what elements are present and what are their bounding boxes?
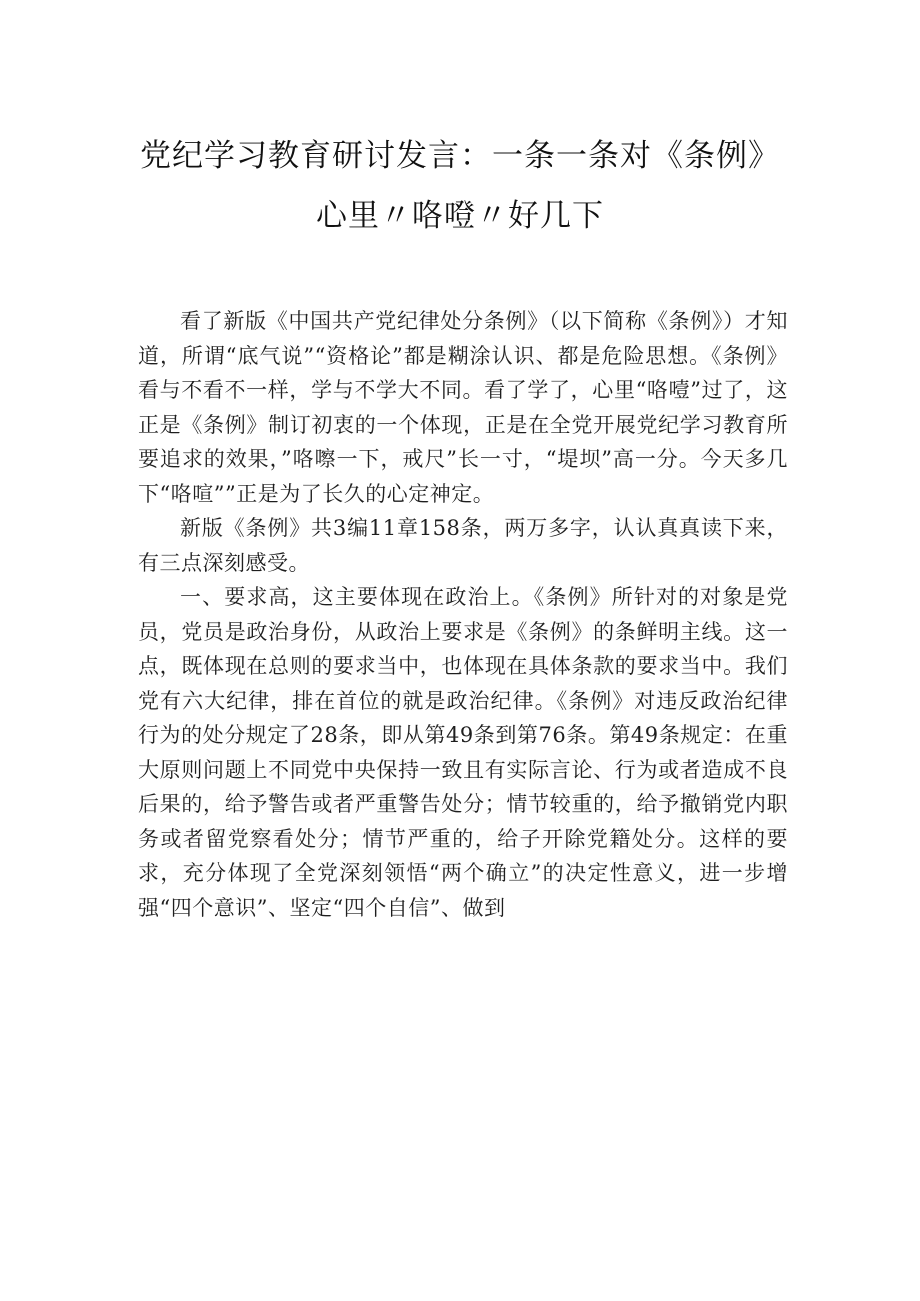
document-body (138, 304, 788, 925)
body-paragraph-3: 一、要求高，这主要体现在政治上。《条例》所针对的对象是党员，党员是政治身份，从政治上要求是《条例》的条鲜明主线。这一点，既体现在总则的要求当中，也体现在具体条款的要求当中。我们党有六大纪律，排在首位的就是政治纪律。《条例》对违反政治纪律行为的处分规定了28条，即从第49条到第76条。第49条规定：在重大原则问题上不同党中央保持一致且有实际言论、行为或者造成不良后果的，给予警告或者严重警告处分；情节较重的，给予撤销党内职务或者留党察看处分；情节严重的，给子开除党籍处分。这样的要求，充分体现了全党深刻领悟“两个确立”的决定性意义，进一步增强“四个意识”、坚定“四个自信”、做到 (138, 585, 788, 920)
body-paragraph-1: 看了新版《中国共产党纪律处分条例》（以下简称《条例》）才知道，所谓“底气说”“资格论”都是糊涂认识、都是危险思想。《条例》看与不看不一样，学与不学大不同。看了学了，心里“咯噎”过了，这正是《条例》制订初衷的一个体现，正是在全党开展党纪学习教育所要追求的效果，”咯嚓一下，戒尺”长一寸，“堤坝”高一分。今天多几下“咯喧””正是为了长久的心定神定。 (138, 309, 788, 506)
body-paragraph-2: 新版《条例》共3编11章158条，两万多字，认认真真读下来，有三点深刻感受。 (138, 516, 788, 575)
document-title-line-1: 党纪学习教育研讨发言：一条一条对《条例》 (140, 138, 780, 174)
document-title-line-2: 心里〃咯噔〃好几下 (316, 198, 604, 234)
